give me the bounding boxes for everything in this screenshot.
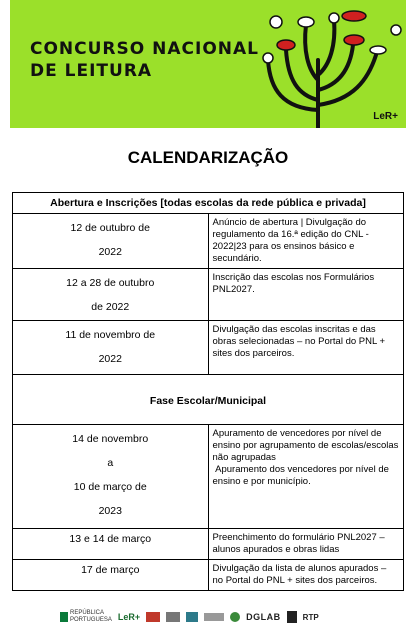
date-cell: 13 e 14 de março: [13, 529, 209, 560]
banner-title: CONCURSO NACIONAL DE LEITURA: [30, 39, 259, 81]
republica-logo: REPÚBLICA PORTUGUESA: [60, 610, 112, 624]
partner-logo: [204, 613, 224, 621]
partner-logos: [60, 606, 370, 628]
partner-logo: [146, 612, 160, 622]
date-cell: 14 de novembro a 10 de março de 2023: [13, 425, 209, 529]
table-row: [13, 560, 404, 591]
page-title: CALENDARIZAÇÃO: [127, 148, 289, 167]
section-row: [13, 193, 404, 214]
date-cell: 12 a 28 de outubro de 2022: [13, 269, 209, 321]
date-cell: 11 de novembro de 2022: [13, 321, 209, 375]
table-row: [13, 425, 404, 529]
section-row: [13, 375, 404, 425]
rtp-logo: RTP: [302, 612, 319, 622]
table-row: [13, 269, 404, 321]
description-cell: Anúncio de abertura | Divulgação do regulamento da 16.ª edição do CNL - 2022|23 para os ensinos básico e secundário.: [208, 214, 404, 269]
description-cell: Preenchimento do formulário PNL2027 – alunos apurados e obras lidas: [208, 529, 404, 560]
partner-logo: [166, 612, 180, 622]
schedule-table: [12, 192, 404, 591]
description-cell: Inscrição das escolas nos Formulários PNL2027.: [208, 269, 404, 321]
section-header-school-phase: Fase Escolar/Municipal: [13, 375, 404, 425]
date-cell: 17 de março: [13, 560, 209, 591]
description-cell: Divulgação das escolas inscritas e das obras selecionadas – no Portal do PNL + sites dos parceiros.: [208, 321, 404, 375]
partner-logo: [287, 611, 297, 623]
table-row: [13, 321, 404, 375]
date-cell: 12 de outubro de 2022: [13, 214, 209, 269]
description-cell: Apuramento de vencedores por nível de ensino por agrupamento de escolas/escolas não agrupadas Apuramento dos vencedores por nível de ensino e por município.: [208, 425, 404, 529]
ler-logo: LeR+: [373, 111, 398, 122]
table-row: [13, 214, 404, 269]
flag-icon: [60, 612, 68, 622]
tree-illustration: [258, 0, 406, 128]
contest-banner: [10, 0, 406, 128]
dglab-logo: DGLAB: [246, 612, 281, 622]
partner-logo: [186, 612, 198, 622]
section-header-opening: Abertura e Inscrições [todas escolas da rede pública e privada]: [13, 193, 404, 214]
table-row: [13, 529, 404, 560]
partner-logo: [230, 612, 240, 622]
description-cell: Divulgação da lista de alunos apurados – no Portal do PNL + sites dos parceiros.: [208, 560, 404, 591]
ler-footer-logo: LeR+: [117, 611, 141, 622]
